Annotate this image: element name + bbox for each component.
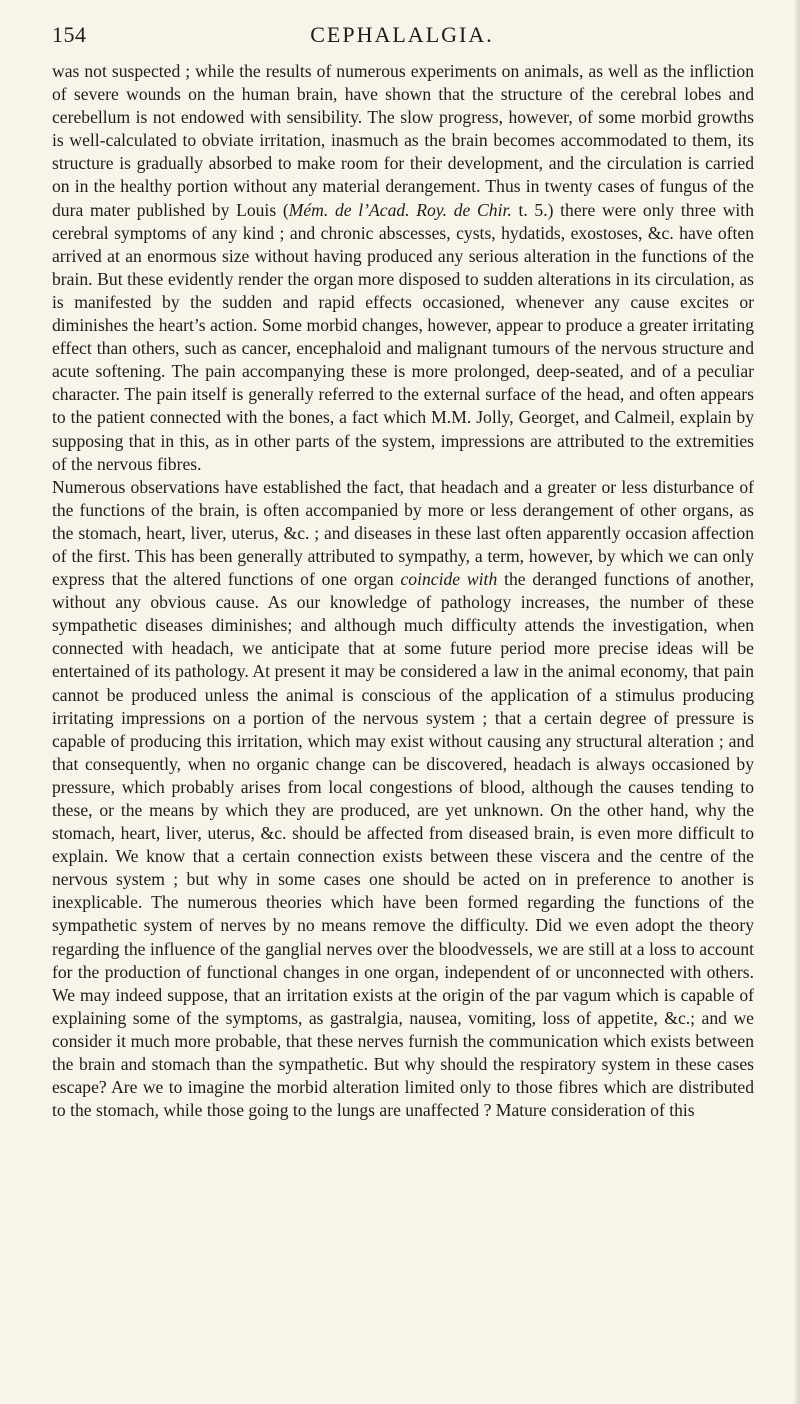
- text-segment: was not suspected ; while the results of numerous experiments on animals, as well as the infliction of severe wounds on the human brain, have shown that the structure of the cerebral lobes and cerebellum is not endowed with sensibility. The slow progress, however, of some morbid growths is well-calculated to obviate irritation, inasmuch as the brain becomes accommodated to them, its structure is gradually absorbed to make room for their development, and the circulation is carried on in the healthy portion without any material derangement. Thus in twenty cases of fungus of the dura mater published by Louis (: [52, 61, 754, 220]
- text-segment: t. 5.) there were only three with cerebral symptoms of any kind ; and chronic abscesses, cysts, hydatids, exostoses, &c. have often arrived at an enormous size without having produced any serious alteration in the functions of the brain. But these evidently render the organ more disposed to sudden alterations in its circulation, as is manifested by the sudden and rapid effects occasioned, whenever any cause excites or diminishes the heart’s action. Some morbid changes, however, appear to produce a greater irritating effect than others, such as cancer, encephaloid and malignant tumours of the nervous structure and acute softening. The pain accompanying these is more prolonged, deep-seated, and of a peculiar character. The pain itself is generally referred to the external surface of the head, and often appears to the patient connected with the bones, a fact which M.M. Jolly, Georget, and Calmeil, explain by supposing that in this, as in other parts of the system, impressions are attributed to the extremities of the nervous fibres.: [52, 199, 754, 474]
- running-head: CEPHALALGIA.: [310, 22, 494, 47]
- body-text: [52, 60, 754, 1122]
- citation-italic: Mém. de l’Acad. Roy. de Chir.: [288, 199, 512, 220]
- paragraph-2: [52, 476, 754, 1123]
- text-segment: the deranged functions of another, without any obvious cause. As our knowledge of pathology increases, the number of these sympathetic diseases diminishes; and although much difficulty attends the investigation, when connected with headach, we anticipate that at some future period more precise ideas will be entertained of its pathology. At present it may be considered a law in the animal economy, that pain cannot be produced unless the animal is conscious of the application of a stimulus producing irritating impressions on a portion of the nervous system ; that a certain degree of pressure is capable of producing this irritation, which may exist without causing any structural alteration ; and that consequently, when no organic change can be discovered, headach is always occasioned by pressure, which probably arises from local congestions of blood, although the causes tending to these, or the means by which they are produced, are yet unknown. On the other hand, why the stomach, heart, liver, uterus, &c. should be affected from diseased brain, is even more difficult to explain. We know that a certain connection exists between these viscera and the centre of the nervous system ; but why in some cases one should be acted on in preference to another is inexplicable. The numerous theories which have been formed regarding the functions of the sympathetic system of nerves by no means remove the difficulty. Did we even adopt the theory regarding the influence of the ganglial nerves over the bloodvessels, we are still at a loss to account for the production of functional changes in one organ, independent of or unconnected with others. We may indeed suppose, that an irritation exists at the origin of the par vagum which is capable of explaining some of the symptoms, as gastralgia, nausea, vomiting, loss of appetite, &c.; and we consider it much more probable, that these nerves furnish the communication which exists between the brain and stomach than the sympathetic. But why should the respiratory system in these cases escape? Are we to imagine the morbid alteration limited only to those fibres which are distributed to the stomach, while those going to the lungs are unaffected ? Mature consideration of this: [52, 569, 754, 1121]
- page-number: 154: [52, 22, 87, 47]
- page-edge: [794, 0, 800, 1404]
- emphasis-italic: coincide with: [400, 569, 498, 590]
- page-header: [52, 18, 752, 52]
- text-segment: Numerous observations have established the fact, that headach and a greater or less disturbance of the functions of the brain, is often accompanied by more or less derangement of other organs, as the stomach, heart, liver, uterus, &c. ; and diseases in these last often apparently occasion affection of the first. This has been generally attributed to sympathy, a term, however, by which we can only express that the altered functions of one organ: [52, 476, 754, 590]
- paragraph-1: [52, 60, 754, 476]
